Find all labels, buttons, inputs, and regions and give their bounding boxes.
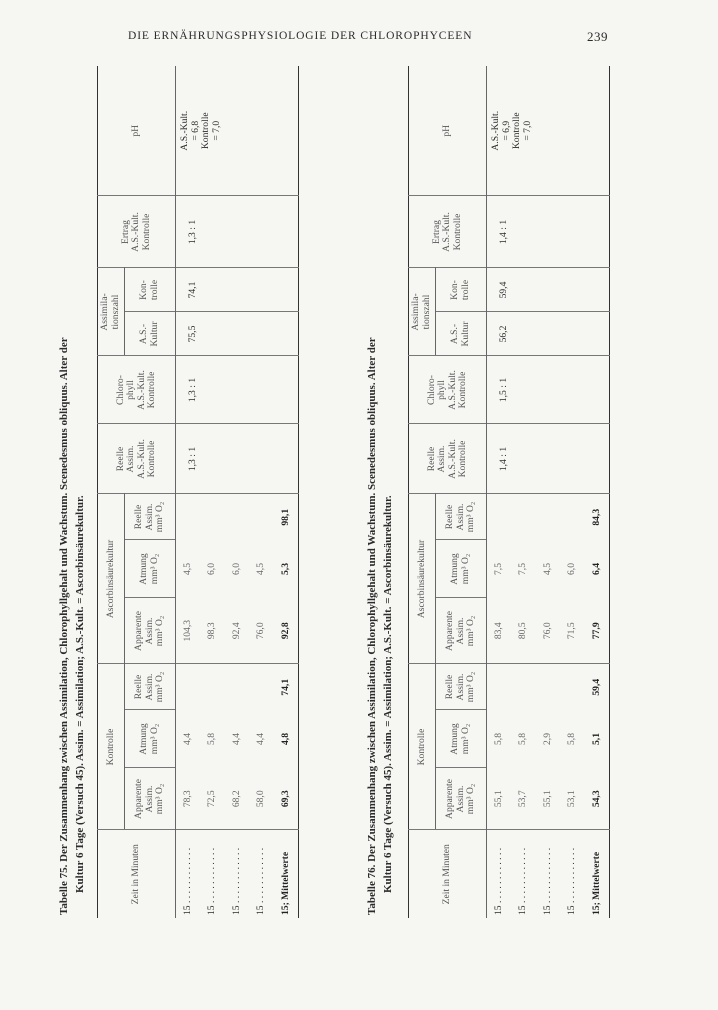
- cell-k-apparente: 55,1: [541, 790, 553, 808]
- cell-k-apparente: 78,3: [181, 790, 193, 808]
- cell-k-atmung: 5,8: [206, 733, 218, 745]
- cell-k-apparente: 72,5: [206, 790, 218, 808]
- cell-k-reelle: [176, 664, 201, 710]
- cell-reelle-ratio: 1,4 : 1: [487, 424, 610, 494]
- cell-as-atmung: 6,4: [590, 563, 602, 575]
- cell-as-apparente: 92,8: [279, 622, 291, 640]
- col-header-ascorbin: Ascorbinsäurekultur: [409, 494, 436, 664]
- cell-chloro-ratio: 1,5 : 1: [487, 356, 610, 424]
- cell-reelle-ratio: 1,3 : 1: [176, 424, 299, 494]
- cell-k-atmung: 5,8: [517, 733, 529, 745]
- cell-k-atmung: 4,4: [181, 733, 193, 745]
- caption-line-1: Tabelle 76. Der Zusammenhang zwischen Assimilation, Chlorophyllgehalt und Wachstum. Scenedesmus obliquus. Alter der: [366, 337, 378, 915]
- cell-as-apparente: 80,5: [517, 622, 529, 640]
- col-header-kon-trolle: Kon- trolle: [435, 268, 486, 312]
- cell-as-apparente: 83,4: [492, 622, 504, 640]
- col-header-kon-trolle: Kon- trolle: [124, 268, 175, 312]
- cell-k-reelle: 59,4: [585, 664, 610, 710]
- cell-k-apparente: 68,2: [230, 790, 242, 808]
- caption-line-2: Kultur 6 Tage (Versuch 45). Assim. = Assimilation; A.S.-Kult. = Ascorbinsäurekultur.: [382, 495, 394, 893]
- cell-zeit: 15 . . . . . . . . . . . .: [176, 830, 201, 918]
- cell-as-reelle: [511, 494, 536, 540]
- col-header-chlorophyll: Chloro- phyll A.S.-Kult. Kontrolle: [98, 356, 176, 424]
- cell-ertrag-ratio: 1,4 : 1: [487, 196, 610, 268]
- col-header-assimilationszahl: Assimila- tionszahl: [98, 268, 125, 356]
- cell-k-apparente: 58,0: [255, 790, 267, 808]
- cell-as-apparente: 71,5: [566, 622, 578, 640]
- cell-k-apparente: 53,7: [517, 790, 529, 808]
- cell-assimzahl-as: 75,5: [176, 312, 299, 356]
- col-header-k-atmung: Atmung mm³ O₂: [124, 710, 175, 768]
- cell-ertrag-ratio: 1,3 : 1: [176, 196, 299, 268]
- caption-line-2: Kultur 6 Tage (Versuch 45). Assim. = Assimilation; A.S.-Kult. = Ascorbinsäurekultur.: [74, 495, 86, 893]
- table-76-caption: [364, 60, 396, 915]
- col-header-ertrag: Ertrag A.S.-Kult. Kontrolle: [409, 196, 487, 268]
- cell-as-atmung: 6,0: [206, 563, 218, 575]
- col-header-zeit: Zeit in Minuten: [98, 830, 176, 918]
- cell-k-atmung: 5,8: [566, 733, 578, 745]
- col-header-as-apparente: Apparente Assim. mm³ O₂: [124, 598, 175, 664]
- caption-line-1: Tabelle 75. Der Zusammenhang zwischen Assimilation, Chlorophyllgehalt und Wachstum. Scenedesmus obliquus. Alter der: [58, 337, 70, 915]
- cell-k-reelle: [225, 664, 250, 710]
- cell-as-apparente: 98,3: [206, 622, 218, 640]
- cell-k-apparente: 55,1: [492, 790, 504, 808]
- col-header-k-apparente: Apparente Assim. mm³ O₂: [124, 768, 175, 830]
- cell-assimzahl-kon: 74,1: [176, 268, 299, 312]
- col-header-as-reelle: Reelle Assim. mm³ O₂: [124, 494, 175, 540]
- cell-k-atmung: 4,4: [255, 733, 267, 745]
- data-table: [97, 66, 299, 918]
- cell-as-reelle: [536, 494, 561, 540]
- cell-as-reelle: [225, 494, 250, 540]
- cell-zeit: 15 . . . . . . . . . . . .: [249, 830, 274, 918]
- col-header-as-apparente: Apparente Assim. mm³ O₂: [435, 598, 486, 664]
- cell-as-atmung: 7,5: [517, 563, 529, 575]
- cell-zeit: 15; Mittelwerte: [274, 830, 299, 918]
- cell-zeit: 15 . . . . . . . . . . . .: [560, 830, 585, 918]
- table-row: [176, 66, 201, 918]
- cell-k-apparente: 69,3: [279, 790, 291, 808]
- cell-as-atmung: 4,5: [255, 563, 267, 575]
- cell-k-atmung: 5,8: [492, 733, 504, 745]
- col-header-as-atmung: Atmung mm³ O₂: [124, 540, 175, 598]
- col-header-assimilationszahl: Assimila- tionszahl: [409, 268, 436, 356]
- col-header-kontrolle: Kontrolle: [409, 664, 436, 830]
- cell-as-atmung: 7,5: [492, 563, 504, 575]
- col-header-reelle-assim: Reelle Assim. A.S.-Kult. Kontrolle: [409, 424, 487, 494]
- cell-k-atmung: 2,9: [541, 733, 553, 745]
- cell-as-reelle: [176, 494, 201, 540]
- col-header-ph: pH: [409, 66, 487, 196]
- col-header-reelle-assim: Reelle Assim. A.S.-Kult. Kontrolle: [98, 424, 176, 494]
- cell-zeit: 15; Mittelwerte: [585, 830, 610, 918]
- cell-as-apparente: 92,4: [230, 622, 242, 640]
- cell-as-apparente: 104,3: [181, 619, 193, 642]
- col-header-as-kultur: A.S.- Kultur: [124, 312, 175, 356]
- col-header-as-atmung: Atmung mm³ O₂: [435, 540, 486, 598]
- col-header-ph: pH: [98, 66, 176, 196]
- table-row: [487, 66, 512, 918]
- cell-chloro-ratio: 1,3 : 1: [176, 356, 299, 424]
- cell-as-atmung: 6,0: [230, 563, 242, 575]
- page-number: 239: [587, 29, 608, 44]
- cell-as-reelle: [487, 494, 512, 540]
- cell-k-reelle: [487, 664, 512, 710]
- col-header-zeit: Zeit in Minuten: [409, 830, 487, 918]
- table-75: [97, 66, 299, 918]
- cell-as-reelle: 98,1: [274, 494, 299, 540]
- running-head: [128, 30, 608, 48]
- cell-as-apparente: 77,9: [590, 622, 602, 640]
- cell-as-reelle: 84,3: [585, 494, 610, 540]
- cell-zeit: 15 . . . . . . . . . . . .: [487, 830, 512, 918]
- cell-ph: A.S.-Kult. = 6,8 Kontrolle = 7,0: [179, 110, 222, 151]
- cell-as-apparente: 76,0: [255, 622, 267, 640]
- cell-zeit: 15 . . . . . . . . . . . .: [511, 830, 536, 918]
- cell-k-reelle: 74,1: [274, 664, 299, 710]
- cell-zeit: 15 . . . . . . . . . . . .: [225, 830, 250, 918]
- cell-k-reelle: [200, 664, 225, 710]
- cell-k-reelle: [511, 664, 536, 710]
- col-header-kontrolle: Kontrolle: [98, 664, 125, 830]
- col-header-k-reelle: Reelle Assim. mm³ O₂: [435, 664, 486, 710]
- cell-k-apparente: 54,3: [590, 790, 602, 808]
- cell-k-atmung: 5,1: [590, 733, 602, 745]
- table-75-caption: [56, 60, 88, 915]
- cell-k-atmung: 4,8: [279, 733, 291, 745]
- col-header-chlorophyll: Chloro- phyll A.S.-Kult. Kontrolle: [409, 356, 487, 424]
- cell-as-reelle: [560, 494, 585, 540]
- cell-as-apparente: 76,0: [541, 622, 553, 640]
- cell-k-reelle: [536, 664, 561, 710]
- cell-ph: A.S.-Kult. = 6,9 Kontrolle = 7,0: [490, 110, 533, 151]
- col-header-k-atmung: Atmung mm³ O₂: [435, 710, 486, 768]
- col-header-ertrag: Ertrag A.S.-Kult. Kontrolle: [98, 196, 176, 268]
- cell-zeit: 15 . . . . . . . . . . . .: [200, 830, 225, 918]
- running-head-title: DIE ERNÄHRUNGSPHYSIOLOGIE DER CHLOROPHYCEEN: [128, 30, 473, 42]
- col-header-as-kultur: A.S.- Kultur: [435, 312, 486, 356]
- cell-as-atmung: 6,0: [566, 563, 578, 575]
- col-header-k-reelle: Reelle Assim. mm³ O₂: [124, 664, 175, 710]
- cell-k-reelle: [249, 664, 274, 710]
- col-header-k-apparente: Apparente Assim. mm³ O₂: [435, 768, 486, 830]
- table-76: [408, 66, 610, 918]
- col-header-as-reelle: Reelle Assim. mm³ O₂: [435, 494, 486, 540]
- cell-as-reelle: [200, 494, 225, 540]
- cell-as-atmung: 4,5: [541, 563, 553, 575]
- cell-as-reelle: [249, 494, 274, 540]
- cell-assimzahl-as: 56,2: [487, 312, 610, 356]
- cell-k-atmung: 4,4: [230, 733, 242, 745]
- cell-as-atmung: 5,3: [279, 563, 291, 575]
- cell-zeit: 15 . . . . . . . . . . . .: [536, 830, 561, 918]
- cell-as-atmung: 4,5: [181, 563, 193, 575]
- data-table: [408, 66, 610, 918]
- cell-k-apparente: 53,1: [566, 790, 578, 808]
- cell-k-reelle: [560, 664, 585, 710]
- col-header-ascorbin: Ascorbinsäurekultur: [98, 494, 125, 664]
- cell-assimzahl-kon: 59,4: [487, 268, 610, 312]
